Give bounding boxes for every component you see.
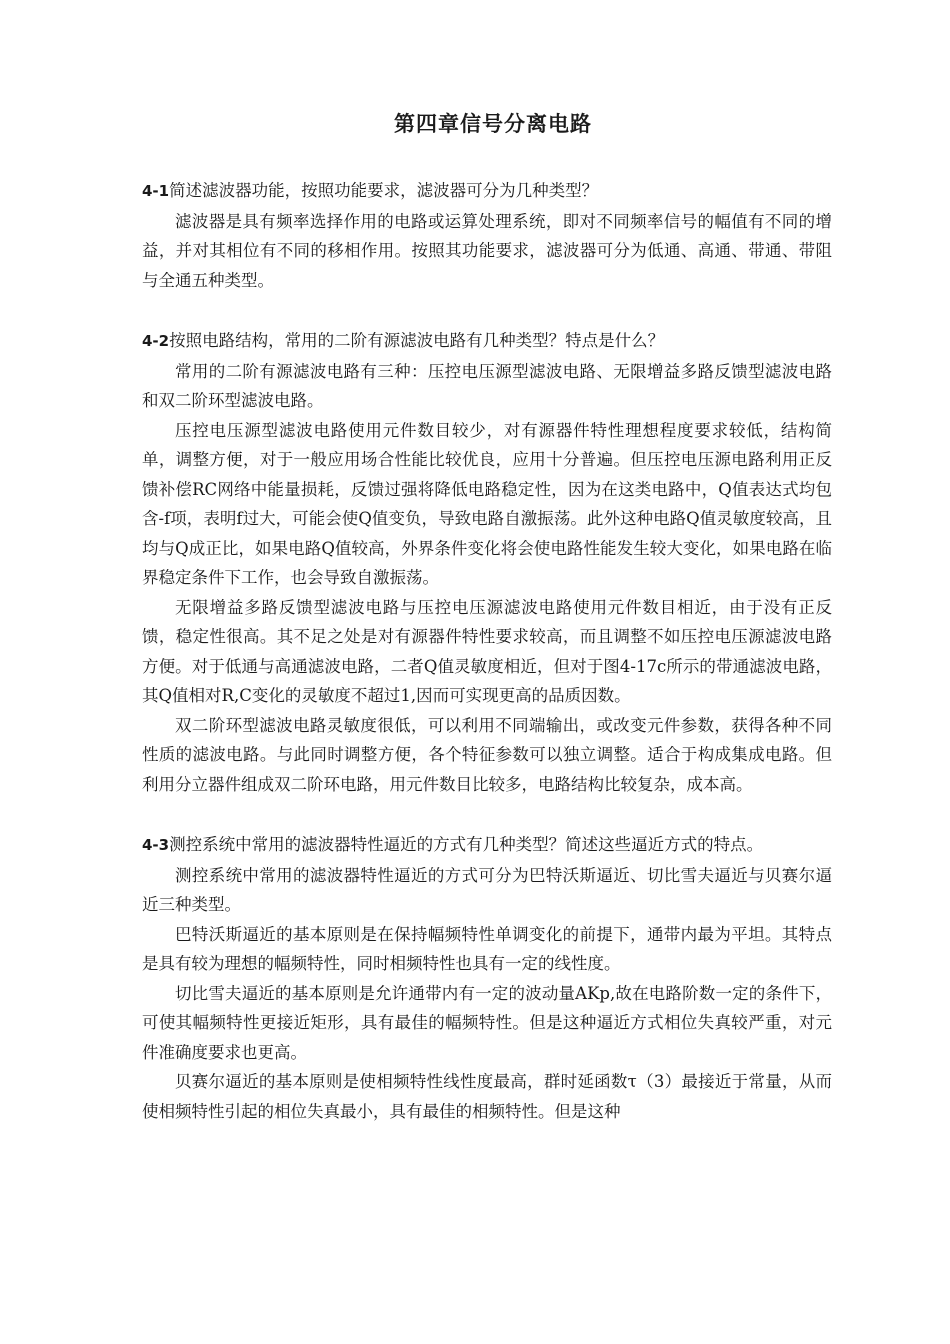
page-title: 第四章信号分离电路 (394, 111, 592, 136)
section-4-1 (142, 176, 832, 295)
answer-paragraph: 无限增益多路反馈型滤波电路与压控电压源滤波电路使用元件数目相近，由于没有正反馈，稳定性很高。其不足之处是对有源器件特性要求较高，而且调整不如压控电压源滤波电路方便。对于低通与高通滤波电路，二者Q值灵敏度相近，但对于图4-17c所示的带通滤波电路，其Q值相对R,C变化的灵敏度不超过1,因而可实现更高的品质因数。 (142, 597, 832, 705)
answer-paragraph: 滤波器是具有频率选择作用的电路或运算处理系统，即对不同频率信号的幅值有不同的增益，并对其相位有不同的移相作用。按照其功能要求，滤波器可分为低通、高通、带通、带阻与全通五种类型。 (142, 211, 832, 290)
answer-paragraph: 测控系统中常用的滤波器特性逼近的方式可分为巴特沃斯逼近、切比雪夫逼近与贝赛尔逼近三种类型。 (142, 865, 832, 914)
question-number: 4-2 (142, 332, 170, 350)
document-page (142, 108, 832, 1126)
answer-paragraph: 巴特沃斯逼近的基本原则是在保持幅频特性单调变化的前提下，通带内最为平坦。其特点是具有较为理想的幅频特性，同时相频特性也具有一定的线性度。 (142, 924, 832, 973)
question-number: 4-1 (142, 182, 170, 200)
question-heading (142, 176, 832, 207)
question-text: 测控系统中常用的滤波器特性逼近的方式有几种类型？简述这些逼近方式的特点。 (169, 835, 764, 854)
question-text: 简述滤波器功能，按照功能要求，滤波器可分为几种类型？ (169, 181, 599, 200)
answer-paragraph: 切比雪夫逼近的基本原则是允许通带内有一定的波动量AKp,故在电路阶数一定的条件下，可使其幅频特性更接近矩形，具有最佳的幅频特性。但是这种逼近方式相位失真较严重，对元件准确度要求也更高。 (142, 983, 832, 1062)
answer-paragraph: 贝赛尔逼近的基本原则是使相频特性线性度最高，群时延函数τ（3）最接近于常量，从而使相频特性引起的相位失真最小，具有最佳的相频特性。但是这种 (142, 1072, 832, 1121)
section-4-2 (142, 326, 832, 799)
question-heading (142, 326, 832, 357)
answer-paragraph: 常用的二阶有源滤波电路有三种：压控电压源型滤波电路、无限增益多路反馈型滤波电路和双二阶环型滤波电路。 (142, 361, 832, 410)
question-text: 按照电路结构，常用的二阶有源滤波电路有几种类型？特点是什么？ (169, 331, 665, 350)
answer-paragraph: 双二阶环型滤波电路灵敏度很低，可以利用不同端输出，或改变元件参数，获得各种不同性质的滤波电路。与此同时调整方便，各个特征参数可以独立调整。适合于构成集成电路。但利用分立器件组成双二阶环电路，用元件数目比较多，电路结构比较复杂，成本高。 (142, 715, 832, 794)
answer-paragraph: 压控电压源型滤波电路使用元件数目较少，对有源器件特性理想程度要求较低，结构简单，调整方便，对于一般应用场合性能比较优良，应用十分普遍。但压控电压源电路利用正反馈补偿RC网络中能量损耗，反馈过强将降低电路稳定性，因为在这类电路中，Q值表达式均包含-f项，表明f过大，可能会使Q值变负，导致电路自激振荡。此外这种电路Q值灵敏度较高，且均与Q成正比，如果电路Q值较高，外界条件变化将会使电路性能发生较大变化，如果电路在临界稳定条件下工作，也会导致自激振荡。 (142, 420, 832, 587)
question-heading (142, 830, 832, 861)
question-number: 4-3 (142, 836, 170, 854)
section-4-3 (142, 830, 832, 1126)
